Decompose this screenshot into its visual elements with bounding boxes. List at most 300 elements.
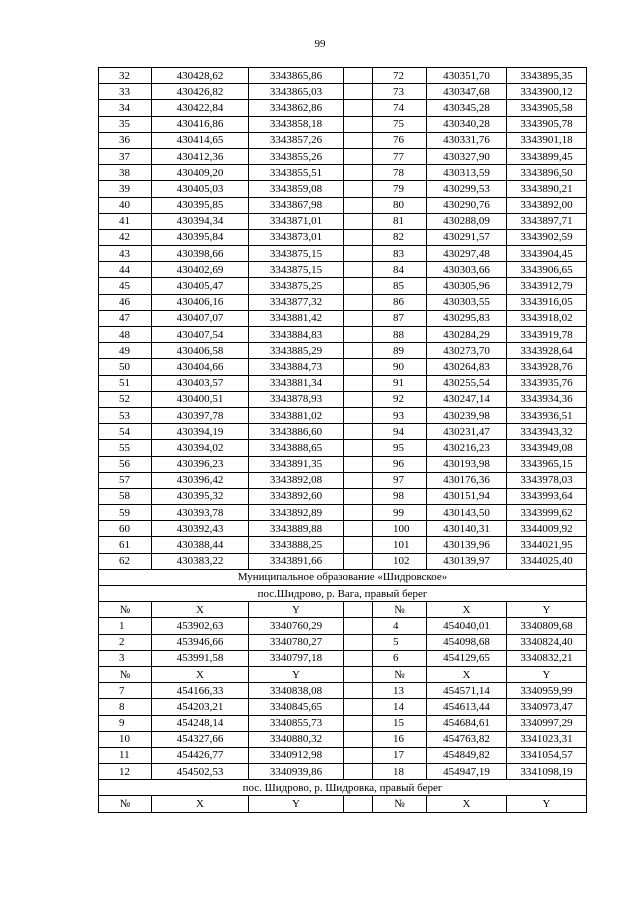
point-number: 43 [99,246,152,262]
header-row [99,666,587,682]
spacer-cell [344,731,373,747]
header-y: Y [249,602,344,618]
point-number: 73 [373,84,427,100]
x-value: 430394,02 [152,440,249,456]
spacer-cell [344,391,373,407]
spacer-cell [344,68,373,84]
x-value: 454426,77 [152,747,249,763]
point-number: 46 [99,294,152,310]
table-row [99,618,587,634]
point-number: 44 [99,262,152,278]
point-number: 100 [373,521,427,537]
table-row [99,747,587,763]
table-row [99,359,587,375]
x-value: 430351,70 [427,68,507,84]
point-number: 47 [99,310,152,326]
y-value: 3343862,86 [249,100,344,116]
spacer-cell [344,634,373,650]
y-value: 3343978,03 [507,472,587,488]
table-row [99,650,587,666]
y-value: 3341023,31 [507,731,587,747]
point-number: 15 [373,715,427,731]
point-number: 79 [373,181,427,197]
spacer-cell [344,116,373,132]
point-number: 52 [99,391,152,407]
x-value: 453991,58 [152,650,249,666]
point-number: 16 [373,731,427,747]
point-number: 56 [99,456,152,472]
x-value: 430347,68 [427,84,507,100]
header-x: X [427,602,507,618]
point-number: 77 [373,148,427,164]
spacer-cell [344,197,373,213]
y-value: 3341054,57 [507,747,587,763]
x-value: 430400,51 [152,391,249,407]
spacer-cell [344,553,373,569]
point-number: 40 [99,197,152,213]
spacer-cell [344,440,373,456]
table-row [99,521,587,537]
point-number: 36 [99,132,152,148]
y-value: 3343918,02 [507,310,587,326]
y-value: 3343873,01 [249,229,344,245]
y-value: 3344009,92 [507,521,587,537]
point-number: 95 [373,440,427,456]
spacer-cell [344,715,373,731]
y-value: 3340912,98 [249,747,344,763]
spacer-cell [344,246,373,262]
y-value: 3343892,89 [249,505,344,521]
table-row [99,537,587,553]
spacer-cell [344,618,373,634]
y-value: 3343902,59 [507,229,587,245]
x-value: 430397,78 [152,407,249,423]
y-value: 3343865,03 [249,84,344,100]
x-value: 430340,28 [427,116,507,132]
x-value: 430139,97 [427,553,507,569]
point-number: 7 [99,683,152,699]
y-value: 3343886,60 [249,424,344,440]
table-row [99,197,587,213]
point-number: 39 [99,181,152,197]
point-number: 10 [99,731,152,747]
table-row [99,715,587,731]
point-number: 58 [99,488,152,504]
table-row [99,375,587,391]
y-value: 3344021,95 [507,537,587,553]
table-row [99,634,587,650]
header-y: Y [507,796,587,812]
y-value: 3343949,08 [507,440,587,456]
table-row [99,246,587,262]
spacer-cell [344,294,373,310]
point-number: 102 [373,553,427,569]
header-y: Y [249,796,344,812]
table-row [99,699,587,715]
x-value: 430273,70 [427,343,507,359]
spacer-cell [344,472,373,488]
table-row [99,456,587,472]
table-row [99,100,587,116]
spacer-cell [344,747,373,763]
spacer-cell [344,375,373,391]
y-value: 3343884,83 [249,327,344,343]
header-y: Y [249,666,344,682]
x-value: 454684,61 [427,715,507,731]
x-value: 430284,29 [427,327,507,343]
y-value: 3343878,93 [249,391,344,407]
x-value: 430407,54 [152,327,249,343]
x-value: 430395,85 [152,197,249,213]
y-value: 3343888,25 [249,537,344,553]
x-value: 430295,83 [427,310,507,326]
point-number: 13 [373,683,427,699]
point-number: 93 [373,407,427,423]
point-number: 4 [373,618,427,634]
table-row [99,310,587,326]
x-value: 454129,65 [427,650,507,666]
y-value: 3343865,86 [249,68,344,84]
y-value: 3340845,65 [249,699,344,715]
header-y: Y [507,666,587,682]
table-row [99,229,587,245]
x-value: 430402,69 [152,262,249,278]
point-number: 98 [373,488,427,504]
y-value: 3343916,05 [507,294,587,310]
header-no: № [99,602,152,618]
point-number: 34 [99,100,152,116]
x-value: 430290,76 [427,197,507,213]
table-row [99,731,587,747]
y-value: 3343881,42 [249,310,344,326]
y-value: 3343885,29 [249,343,344,359]
table-row [99,343,587,359]
y-value: 3343859,08 [249,181,344,197]
y-value: 3340809,68 [507,618,587,634]
x-value: 430405,47 [152,278,249,294]
point-number: 78 [373,165,427,181]
y-value: 3343905,78 [507,116,587,132]
point-number: 60 [99,521,152,537]
x-value: 430404,66 [152,359,249,375]
table-row [99,505,587,521]
point-number: 38 [99,165,152,181]
y-value: 3340797,18 [249,650,344,666]
x-value: 430406,16 [152,294,249,310]
x-value: 430331,76 [427,132,507,148]
point-number: 33 [99,84,152,100]
table-row [99,683,587,699]
table-row [99,488,587,504]
y-value: 3343897,71 [507,213,587,229]
point-number: 17 [373,747,427,763]
x-value: 430231,47 [427,424,507,440]
spacer-cell [344,650,373,666]
point-number: 76 [373,132,427,148]
point-number: 14 [373,699,427,715]
x-value: 430297,48 [427,246,507,262]
header-no: № [373,796,427,812]
table-row [99,327,587,343]
x-value: 430406,58 [152,343,249,359]
spacer-cell [344,424,373,440]
point-number: 45 [99,278,152,294]
y-value: 3343855,51 [249,165,344,181]
point-number: 35 [99,116,152,132]
point-number: 62 [99,553,152,569]
spacer-cell [344,181,373,197]
y-value: 3343936,51 [507,407,587,423]
x-value: 430327,90 [427,148,507,164]
y-value: 3343891,35 [249,456,344,472]
x-value: 454763,82 [427,731,507,747]
section-title: пос. Шидрово, р. Шидровка, правый берег [99,780,587,796]
x-value: 430345,28 [427,100,507,116]
x-value: 430412,36 [152,148,249,164]
spacer-cell [344,505,373,521]
point-number: 82 [373,229,427,245]
spacer-cell [344,132,373,148]
point-number: 90 [373,359,427,375]
table-row [99,294,587,310]
x-value: 430151,94 [427,488,507,504]
table-row [99,424,587,440]
point-number: 9 [99,715,152,731]
spacer-cell [344,407,373,423]
y-value: 3343890,21 [507,181,587,197]
spacer-cell [344,84,373,100]
x-value: 430414,65 [152,132,249,148]
y-value: 3340832,21 [507,650,587,666]
header-x: X [152,666,249,682]
point-number: 18 [373,764,427,780]
header-x: X [152,796,249,812]
x-value: 454203,21 [152,699,249,715]
x-value: 430398,66 [152,246,249,262]
y-value: 3341098,19 [507,764,587,780]
x-value: 430143,50 [427,505,507,521]
header-row [99,602,587,618]
spacer-cell [344,521,373,537]
spacer-cell [344,213,373,229]
x-value: 454502,53 [152,764,249,780]
point-number: 11 [99,747,152,763]
point-number: 99 [373,505,427,521]
y-value: 3343867,98 [249,197,344,213]
point-number: 89 [373,343,427,359]
x-value: 430392,43 [152,521,249,537]
x-value: 430426,82 [152,84,249,100]
point-number: 84 [373,262,427,278]
point-number: 94 [373,424,427,440]
x-value: 430299,53 [427,181,507,197]
y-value: 3343891,66 [249,553,344,569]
x-value: 430395,84 [152,229,249,245]
y-value: 3340997,29 [507,715,587,731]
x-value: 430396,23 [152,456,249,472]
point-number: 96 [373,456,427,472]
point-number: 55 [99,440,152,456]
table-row [99,68,587,84]
y-value: 3343875,15 [249,246,344,262]
spacer-cell [344,278,373,294]
y-value: 3343881,02 [249,407,344,423]
y-value: 3343858,18 [249,116,344,132]
y-value: 3340939,86 [249,764,344,780]
x-value: 454166,33 [152,683,249,699]
header-no: № [373,602,427,618]
y-value: 3343904,45 [507,246,587,262]
x-value: 430394,34 [152,213,249,229]
x-value: 454098,68 [427,634,507,650]
x-value: 454849,82 [427,747,507,763]
point-number: 8 [99,699,152,715]
y-value: 3343875,15 [249,262,344,278]
spacer-cell [344,100,373,116]
table-row [99,165,587,181]
y-value: 3340973,47 [507,699,587,715]
point-number: 37 [99,148,152,164]
point-number: 74 [373,100,427,116]
x-value: 430291,57 [427,229,507,245]
spacer-cell [344,488,373,504]
y-value: 3343877,32 [249,294,344,310]
x-value: 454571,14 [427,683,507,699]
y-value: 3343999,62 [507,505,587,521]
x-value: 430388,44 [152,537,249,553]
y-value: 3343888,65 [249,440,344,456]
spacer-cell [344,148,373,164]
y-value: 3344025,40 [507,553,587,569]
y-value: 3343884,73 [249,359,344,375]
spacer-cell [344,456,373,472]
x-value: 430313,59 [427,165,507,181]
header-no: № [99,666,152,682]
table-row [99,213,587,229]
point-number: 5 [373,634,427,650]
x-value: 454248,14 [152,715,249,731]
x-value: 430216,23 [427,440,507,456]
y-value: 3343889,88 [249,521,344,537]
point-number: 42 [99,229,152,245]
x-value: 453946,66 [152,634,249,650]
x-value: 430394,19 [152,424,249,440]
y-value: 3343934,36 [507,391,587,407]
point-number: 86 [373,294,427,310]
header-y: Y [507,602,587,618]
header-no: № [99,796,152,812]
table-row [99,472,587,488]
point-number: 49 [99,343,152,359]
point-number: 6 [373,650,427,666]
point-number: 12 [99,764,152,780]
y-value: 3343895,35 [507,68,587,84]
header-row [99,796,587,812]
y-value: 3340959,99 [507,683,587,699]
y-value: 3343943,32 [507,424,587,440]
table-row [99,84,587,100]
y-value: 3343993,64 [507,488,587,504]
table-row [99,407,587,423]
y-value: 3343899,45 [507,148,587,164]
x-value: 430303,55 [427,294,507,310]
y-value: 3343928,64 [507,343,587,359]
point-number: 3 [99,650,152,666]
x-value: 430407,07 [152,310,249,326]
point-number: 80 [373,197,427,213]
spacer-cell [344,327,373,343]
x-value: 454613,44 [427,699,507,715]
point-number: 32 [99,68,152,84]
spacer-cell [344,229,373,245]
point-number: 57 [99,472,152,488]
x-value: 430288,09 [427,213,507,229]
y-value: 3340855,73 [249,715,344,731]
point-number: 53 [99,407,152,423]
x-value: 430247,14 [427,391,507,407]
point-number: 59 [99,505,152,521]
y-value: 3340780,27 [249,634,344,650]
x-value: 430303,66 [427,262,507,278]
spacer-cell [344,262,373,278]
point-number: 1 [99,618,152,634]
spacer-cell [344,683,373,699]
point-number: 85 [373,278,427,294]
municipality-title: Муниципальное образование «Шидровское» [99,569,587,585]
spacer-cell [344,310,373,326]
point-number: 87 [373,310,427,326]
header-x: X [427,666,507,682]
point-number: 91 [373,375,427,391]
y-value: 3343901,18 [507,132,587,148]
y-value: 3343875,25 [249,278,344,294]
table-row [99,262,587,278]
spacer-cell [344,165,373,181]
page-number: 99 [314,38,326,50]
spacer-cell [344,796,373,812]
y-value: 3343965,15 [507,456,587,472]
point-number: 72 [373,68,427,84]
y-value: 3343855,26 [249,148,344,164]
x-value: 430396,42 [152,472,249,488]
x-value: 430383,22 [152,553,249,569]
point-number: 2 [99,634,152,650]
y-value: 3343928,76 [507,359,587,375]
point-number: 83 [373,246,427,262]
x-value: 430193,98 [427,456,507,472]
table-row [99,116,587,132]
point-number: 41 [99,213,152,229]
x-value: 430305,96 [427,278,507,294]
x-value: 430239,98 [427,407,507,423]
y-value: 3343892,08 [249,472,344,488]
spacer-cell [344,343,373,359]
header-no: № [373,666,427,682]
y-value: 3343906,65 [507,262,587,278]
table-row [99,148,587,164]
table-row [99,440,587,456]
x-value: 430428,62 [152,68,249,84]
coordinates-table [98,67,587,813]
table-row [99,132,587,148]
x-value: 430405,03 [152,181,249,197]
point-number: 61 [99,537,152,553]
y-value: 3340880,32 [249,731,344,747]
x-value: 454040,01 [427,618,507,634]
x-value: 430139,96 [427,537,507,553]
table-row [99,764,587,780]
y-value: 3343871,01 [249,213,344,229]
